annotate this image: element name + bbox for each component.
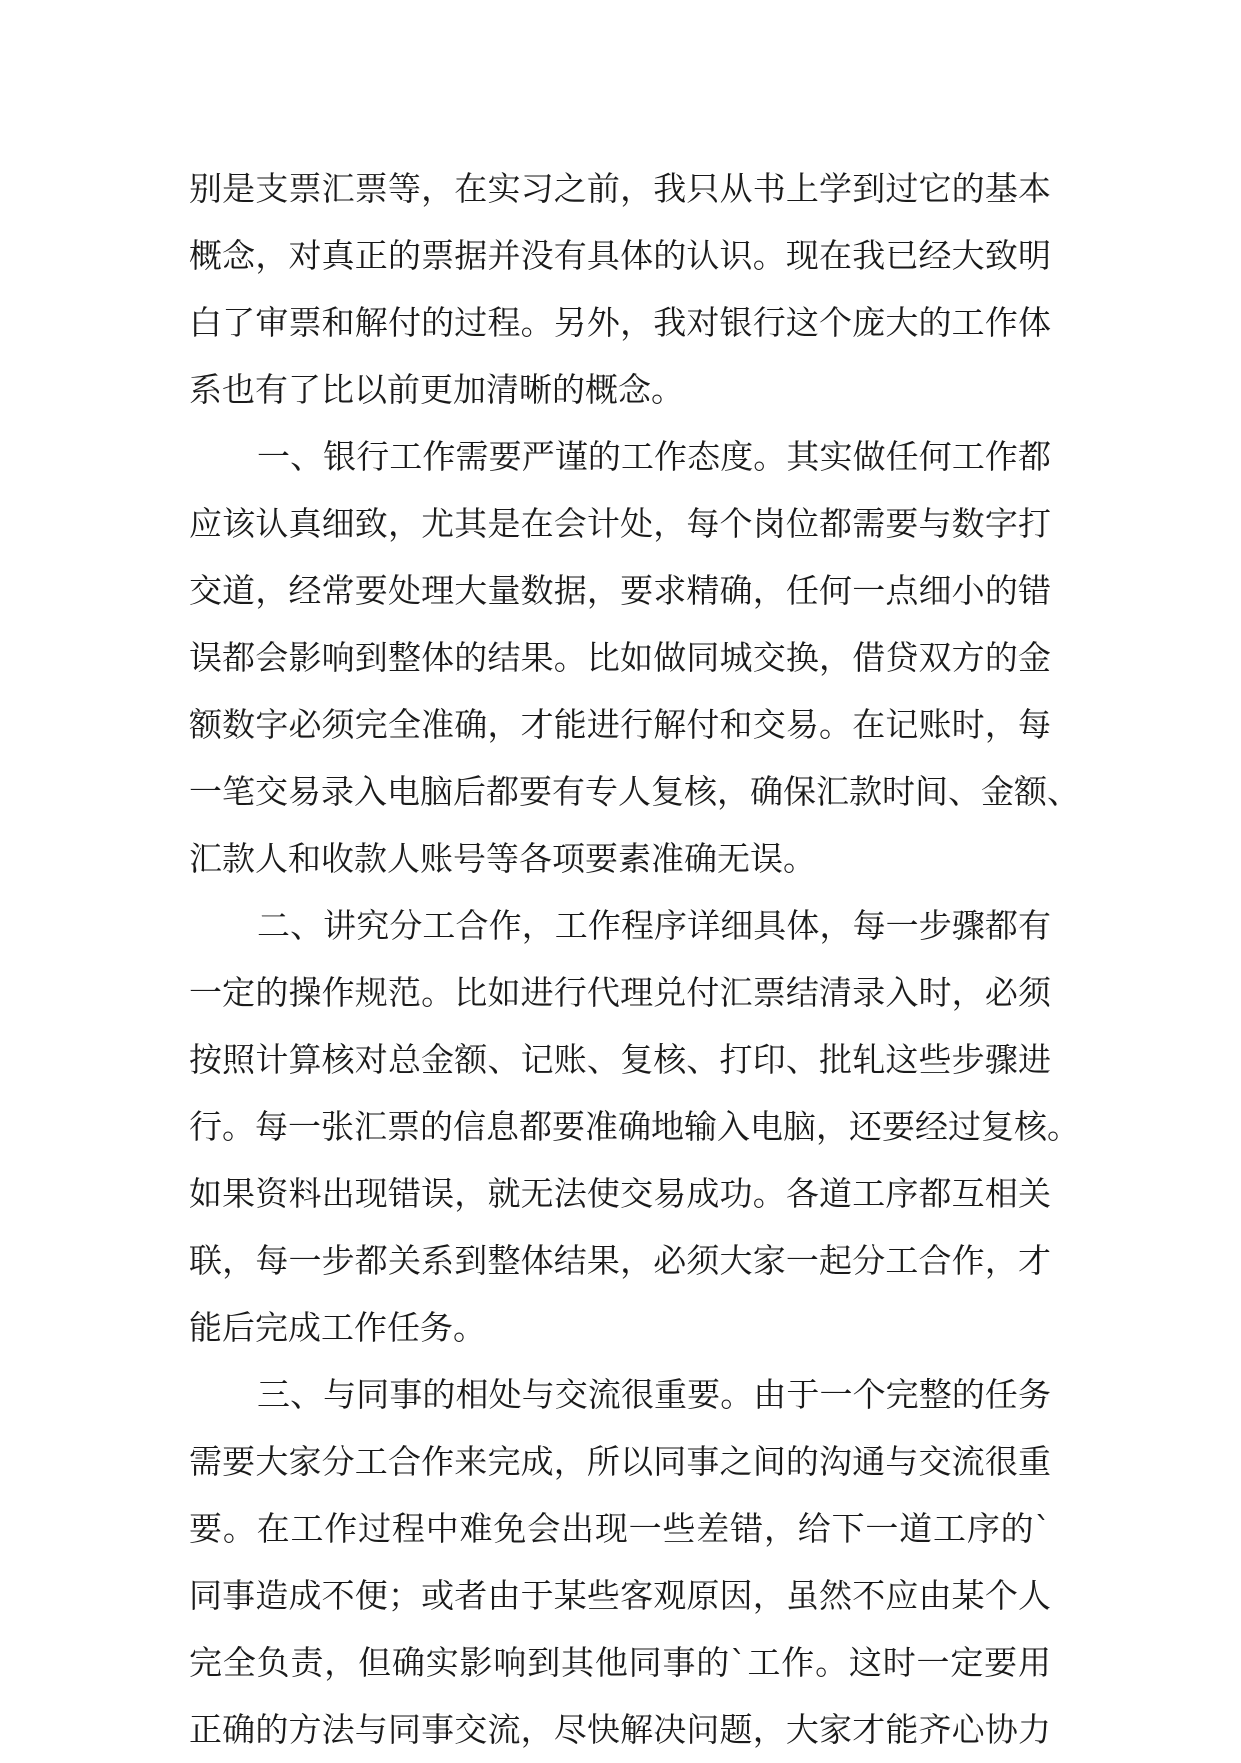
- text-line: 需要大家分工合作来完成，所以同事之间的沟通与交流很重: [189, 1442, 1051, 1481]
- text-line: 误都会影响到整体的结果。比如做同城交换，借贷双方的金: [189, 638, 1051, 677]
- text-line: 额数字必须完全准确，才能进行解付和交易。在记账时，每: [189, 705, 1051, 744]
- text-line: 行。每一张汇票的信息都要准确地输入电脑，还要经过复核。: [189, 1107, 1080, 1146]
- text-line: 按照计算核对总金额、记账、复核、打印、批轧这些步骤进: [189, 1040, 1051, 1079]
- paragraph-first-line: 二、讲究分工合作，工作程序详细具体，每一步骤都有: [257, 906, 1051, 945]
- paragraph-first-line: 一、银行工作需要严谨的工作态度。其实做任何工作都: [257, 437, 1051, 476]
- text-line: 概念，对真正的票据并没有具体的认识。现在我已经大致明: [189, 236, 1051, 275]
- text-line: 能后完成工作任务。: [189, 1308, 486, 1347]
- text-line: 如果资料出现错误，就无法使交易成功。各道工序都互相关: [189, 1174, 1051, 1213]
- text-line: 联，每一步都关系到整体结果，必须大家一起分工合作，才: [189, 1241, 1051, 1280]
- text-line: 一定的操作规范。比如进行代理兑付汇票结清录入时，必须: [189, 973, 1051, 1012]
- text-line: 完全负责，但确实影响到其他同事的`工作。这时一定要用: [189, 1643, 1051, 1682]
- text-line: 汇款人和收款人账号等各项要素准确无误。: [189, 839, 816, 878]
- text-line: 一笔交易录入电脑后都要有专人复核，确保汇款时间、金额、: [189, 772, 1080, 811]
- text-line: 正确的方法与同事交流，尽快解决问题，大家才能齐心协力: [189, 1710, 1051, 1749]
- text-line: 应该认真细致，尤其是在会计处，每个岗位都需要与数字打: [189, 504, 1051, 543]
- document-body: [189, 155, 1080, 1763]
- text-line: 别是支票汇票等，在实习之前，我只从书上学到过它的基本: [189, 169, 1051, 208]
- text-line: 交道，经常要处理大量数据，要求精确，任何一点细小的错: [189, 571, 1051, 610]
- paragraph-first-line: 三、与同事的相处与交流很重要。由于一个完整的任务: [257, 1375, 1051, 1414]
- text-line: 系也有了比以前更加清晰的概念。: [189, 370, 684, 409]
- text-line: 要。在工作过程中难免会出现一些差错，给下一道工序的`: [189, 1509, 1051, 1548]
- text-line: 白了审票和解付的过程。另外，我对银行这个庞大的工作体: [189, 303, 1051, 342]
- text-line: 同事造成不便；或者由于某些客观原因，虽然不应由某个人: [189, 1576, 1051, 1615]
